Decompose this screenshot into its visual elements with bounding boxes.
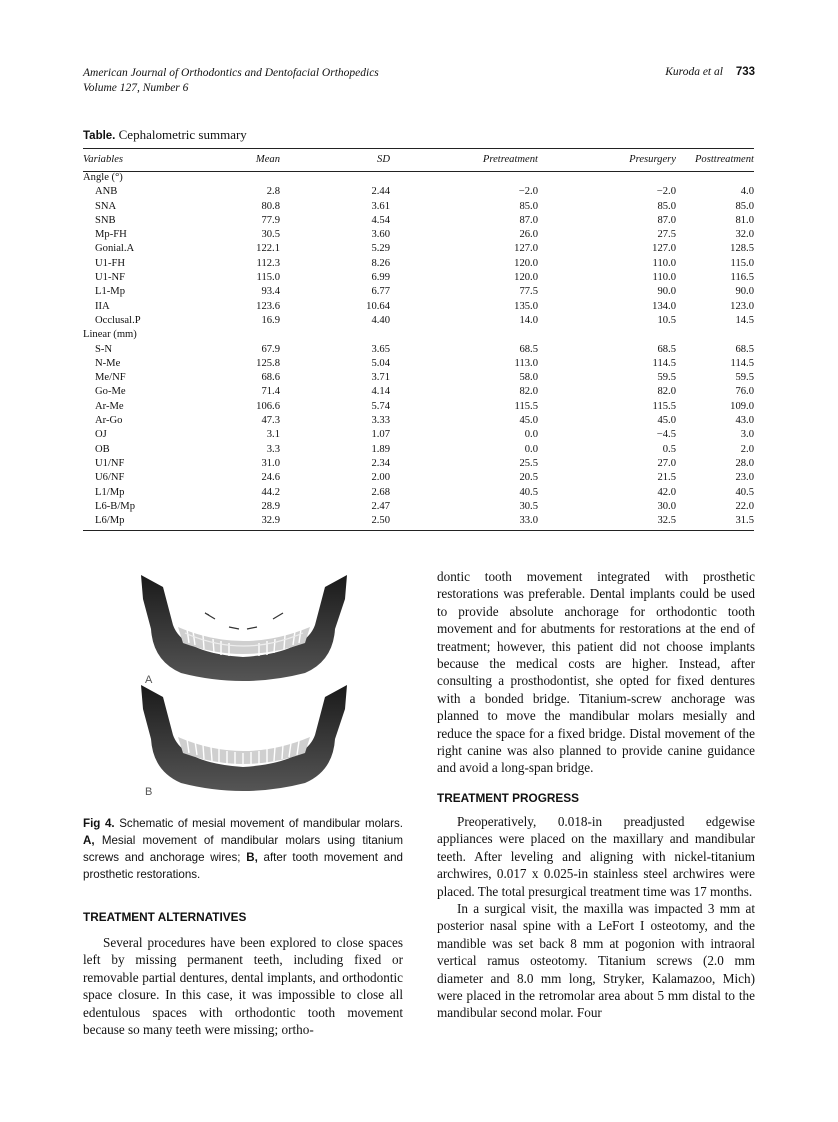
figure-label-a: A [145,674,153,686]
table-cell: 14.0 [519,314,538,326]
table-header-row [83,150,754,171]
right-column-text-bottom [437,813,755,1022]
variable-name: SNB [95,214,116,226]
variable-name: U1-FH [95,257,126,269]
table-cell: 114.5 [730,357,754,369]
variable-name: SNA [95,200,117,212]
table-cell: 30.0 [657,500,676,512]
table-body [83,171,754,528]
table-cell: 68.6 [261,372,280,384]
table-row [83,271,754,285]
table-cell: 2.68 [371,486,390,498]
table-cell: 90.0 [735,286,754,298]
table-cell: 81.0 [735,214,754,226]
table-cell: −2.0 [518,186,538,198]
table-cell: 4.54 [371,214,390,226]
table-cell: 110.0 [652,272,676,284]
table-cell: 110.0 [652,257,676,269]
caption-part-a: A, [83,834,95,847]
table-cell: 4.14 [371,386,390,398]
table-cell: 82.0 [519,386,538,398]
table-cell: 28.9 [261,500,280,512]
table-cell: 45.0 [657,415,676,427]
figure-label-b: B [145,786,153,798]
table-cell: 0.0 [524,429,538,441]
table-cell: 2.47 [371,500,390,512]
table-cell: 3.33 [371,415,390,427]
table-cell: 32.5 [657,515,676,527]
table-cell: 3.61 [371,200,390,212]
paragraph: In a surgical visit, the maxilla was impacted 3 mm at posterior nasal spine with a LeFort I osteotomy, and the mandible was set back 8 mm at pogonion with intraoral vertical ramus osteotomy. Titanium screws (2.0 mm diameter and 8.0 mm long, Stryker, Kalamazoo, Mich) were placed in the retromolar area about 5 mm distal to the mandibular second molar. Four [437,901,755,1021]
mandible-schematic [83,565,403,805]
table-cell: 40.5 [735,486,754,498]
table-cell: 115.0 [256,272,280,284]
variable-name: L6-B/Mp [95,500,136,512]
variable-name: IIA [95,300,110,312]
variable-name: ANB [95,186,118,198]
figure-4 [83,565,403,805]
journal-volume: Volume 127, Number 6 [83,82,189,94]
table-row [83,385,754,399]
table-group-row [83,171,754,185]
table-cell: 85.0 [735,200,754,212]
table-row [83,300,754,314]
running-header-right [665,66,755,78]
table-cell: 20.5 [519,472,538,484]
table-cell: 68.5 [735,343,754,355]
paragraph: Several procedures have been explored to close spaces left by missing permanent teeth, including fixed or removable partial dentures, dental implants, and orthodontic space closure. In this case, it was impossible to close all edentulous spaces with orthodontic tooth movement because so many teeth were missing; ortho- [83,935,403,1038]
table-row [83,242,754,256]
table-cell: 44.2 [261,486,280,498]
mandible-a-drawing [141,575,347,686]
variable-name: OJ [95,429,107,441]
column-header: Variables [83,154,124,166]
table-cell: 90.0 [657,286,676,298]
table-cell: 27.0 [657,457,676,469]
table-cell: 28.0 [735,457,754,469]
table-cell: 6.77 [371,286,390,298]
table-cell: 32.0 [735,229,754,241]
table-cell: 87.0 [519,214,538,226]
table-row [83,228,754,242]
column-header: SD [377,154,390,166]
variable-name: U6/NF [95,472,125,484]
table-cell: 3.3 [266,443,280,455]
table-row [83,414,754,428]
table-cell: 87.0 [657,214,676,226]
journal-title: American Journal of Orthodontics and Dentofacial Orthopedics [83,67,379,79]
variable-name: Go-Me [95,386,126,398]
table-cell: 134.0 [652,300,676,312]
paragraph: dontic tooth movement integrated with prosthetic restorations was preferable. Dental implants could be used to provide absolute anchorage for orthodontic tooth movement and for abutments for restorations at the end of treatment; however, this patient did not choose implants because the medical costs are higher. Instead, after consulting a prosthodontist, she opted for fixed dentures with a bonded bridge. Titanium-screw anchorage was planned to move the mandibular molars mesially and reduce the space for a fixed bridge. Distal movement of the right canine was also planned to provide canine guidance and avoid a long-span bridge. [437,569,755,776]
table-cell: 22.0 [735,500,754,512]
table-cell: 120.0 [514,272,538,284]
table-cell: 120.0 [514,257,538,269]
table-bottom-rule [83,530,754,531]
variable-name: Mp-FH [95,229,127,241]
table-row [83,200,754,214]
table-cell: 125.8 [256,357,280,369]
table-cell: 113.0 [514,357,538,369]
table-cell: −4.5 [656,429,676,441]
column-header: Mean [255,154,280,166]
variable-name: U1/NF [95,457,125,469]
table-cell: 76.0 [735,386,754,398]
column-header: Posttreatment [694,154,754,166]
table-cell: 112.3 [256,257,280,269]
variable-name: S-N [95,343,113,355]
table-cell: 31.0 [261,457,280,469]
table-cell: 0.0 [524,443,538,455]
table-cell: 127.0 [514,243,538,255]
table-cell: 1.89 [371,443,390,455]
table-cell: 5.29 [371,243,390,255]
table-cell: 1.07 [371,429,390,441]
variable-name: L6/Mp [95,515,125,527]
variable-name: Occlusal.P [95,314,141,326]
table-cell: 30.5 [261,229,280,241]
cephalometric-table [83,150,754,528]
table-cell: 2.34 [371,457,390,469]
table-row [83,285,754,299]
table-cell: 2.44 [371,186,390,198]
table-cell: 27.5 [657,229,676,241]
table-cell: 30.5 [519,500,538,512]
table-cell: 114.5 [652,357,676,369]
caption-text-3: after tooth movement and prosthetic restorations. [83,851,403,881]
table-cell: 85.0 [657,200,676,212]
table-cell: 71.4 [261,386,280,398]
table-cell: 85.0 [519,200,538,212]
table-cell: 45.0 [519,415,538,427]
table-cell: 116.5 [730,272,754,284]
table-cell: 43.0 [735,415,754,427]
caption-text-2: Mesial movement of mandibular molars using titanium screws and anchorage wires; [83,834,403,864]
table-cell: 77.9 [261,214,280,226]
group-label: Angle (°) [83,172,123,183]
paragraph: Preoperatively, 0.018-in preadjusted edgewise appliances were placed on the maxillary and mandibular teeth. After leveling and aligning with nickel-titanium archwires, 0.017 x 0.025-in stainless steel archwires were placed. The total presurgical treatment time was 17 months. [437,814,755,899]
table-cell: 123.0 [730,300,754,312]
table-row [83,514,754,528]
table-row [83,314,754,328]
variable-name: N-Me [95,357,121,369]
table-row [83,400,754,414]
table-top-rule [83,148,754,149]
table-cell: 4.40 [371,314,390,326]
table-cell: 68.5 [519,343,538,355]
table-cell: 135.0 [514,300,538,312]
table-cell: 67.9 [261,343,280,355]
variable-name: Ar-Go [95,415,123,427]
table-row [83,343,754,357]
table-row [83,257,754,271]
table-cell: 122.1 [256,243,280,255]
table-row [83,457,754,471]
table-cell: 16.9 [261,314,280,326]
table-cell: −2.0 [656,186,676,198]
table-row [83,214,754,228]
caption-text-1: Schematic of mesial movement of mandibular molars. [119,817,403,830]
right-column-text-top [437,568,755,777]
variable-name: L1/Mp [95,486,125,498]
table-cell: 3.0 [740,429,754,441]
table-cell: 14.5 [735,314,754,326]
table-cell: 115.0 [730,257,754,269]
table-row [83,486,754,500]
table-row [83,185,754,199]
table-cell: 25.5 [519,457,538,469]
table-cell: 127.0 [652,243,676,255]
table-row [83,471,754,485]
table-cell: 6.99 [371,272,390,284]
variable-name: Ar-Me [95,400,124,412]
table-cell: 3.71 [371,372,390,384]
table-label: Table. [83,130,116,142]
table-cell: 68.5 [657,343,676,355]
author-line: Kuroda et al [665,66,723,78]
caption-part-b: B, [246,851,258,864]
table-cell: 80.8 [261,200,280,212]
table-cell: 40.5 [519,486,538,498]
table-row [83,357,754,371]
table-row [83,443,754,457]
variable-name: U1-NF [95,272,126,284]
table-cell: 93.4 [261,286,280,298]
table-cell: 123.6 [256,300,280,312]
table-row [83,371,754,385]
table-cell: 24.6 [261,472,280,484]
table-cell: 109.0 [730,400,754,412]
table-cell: 59.5 [735,372,754,384]
table-row [83,428,754,442]
page-number: 733 [735,66,755,78]
running-header-left [83,66,379,96]
caption-label: Fig 4. [83,817,115,830]
table-cell: 23.0 [735,472,754,484]
group-label: Linear (mm) [83,329,137,341]
table-row [83,500,754,514]
table-cell: 128.5 [730,243,754,255]
table-cell: 3.65 [371,343,390,355]
table-cell: 77.5 [519,286,538,298]
table-cell: 32.9 [261,515,280,527]
column-header: Presurgery [629,154,676,166]
table-cell: 106.6 [256,400,280,412]
table-cell: 115.5 [652,400,676,412]
table-cell: 42.0 [657,486,676,498]
table-cell: 2.00 [371,472,390,484]
table-cell: 82.0 [657,386,676,398]
table-cell: 58.0 [519,372,538,384]
table-cell: 4.0 [740,186,754,198]
table-cell: 5.04 [371,357,390,369]
section-heading-progress: TREATMENT PROGRESS [437,791,580,805]
variable-name: L1-Mp [95,286,126,298]
section-heading-alternatives: TREATMENT ALTERNATIVES [83,910,247,924]
table-cell: 2.50 [371,515,390,527]
table-title [83,127,247,143]
left-column-text [83,934,403,1038]
table-cell: 8.26 [371,257,390,269]
table-caption: Cephalometric summary [118,127,247,142]
table-cell: 3.60 [371,229,390,241]
table-cell: 26.0 [519,229,538,241]
figure-caption [83,815,403,883]
table-group-row [83,328,754,342]
table-cell: 59.5 [657,372,676,384]
table-cell: 21.5 [657,472,676,484]
table-cell: 10.64 [366,300,390,312]
table-cell: 33.0 [519,515,538,527]
table-cell: 115.5 [514,400,538,412]
table-cell: 31.5 [735,515,754,527]
table-cell: 3.1 [266,429,280,441]
table-cell: 2.8 [266,186,280,198]
table-cell: 0.5 [662,443,676,455]
variable-name: Gonial.A [95,243,135,255]
table-cell: 47.3 [261,415,280,427]
column-header: Pretreatment [482,154,538,166]
mandible-b-drawing [141,685,347,798]
table-cell: 10.5 [657,314,676,326]
variable-name: OB [95,443,110,455]
variable-name: Me/NF [95,372,126,384]
table-cell: 5.74 [371,400,390,412]
table-cell: 2.0 [740,443,754,455]
